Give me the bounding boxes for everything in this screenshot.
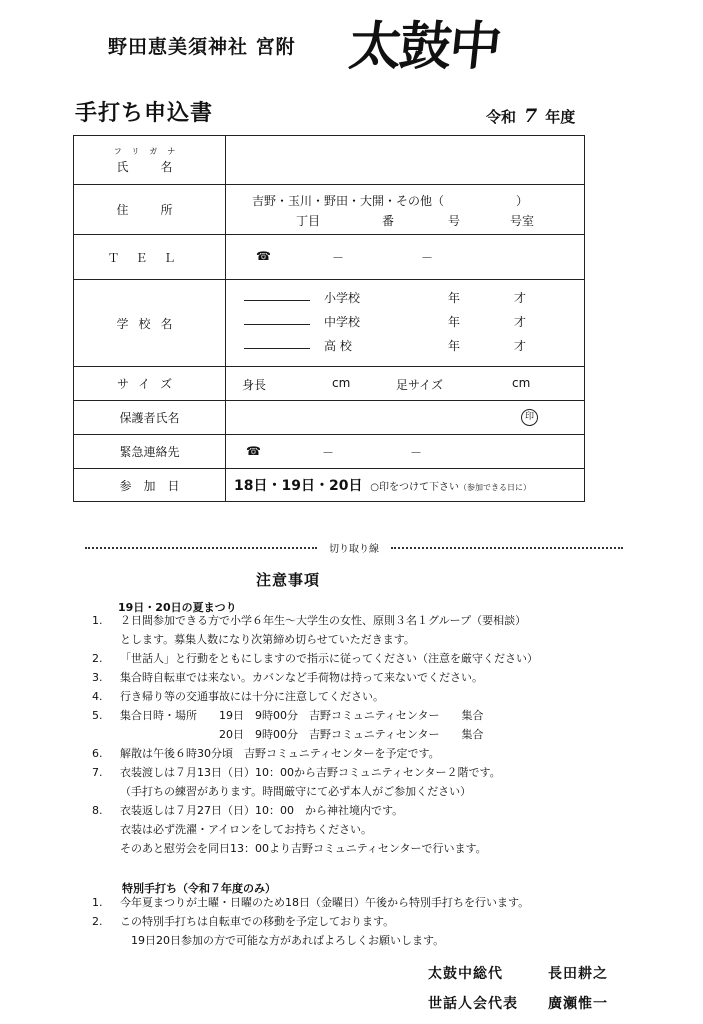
signature-role: 太鼓中総代: [428, 966, 503, 982]
tel-label-cell: [74, 235, 226, 280]
note-item: [92, 744, 538, 763]
name-label-cell: [74, 136, 226, 185]
era-number: 7: [524, 105, 538, 127]
note-text: 解散は午後６時30分頃 吉野コミュニティセンターを予定です。: [120, 747, 440, 760]
note-item: [92, 820, 538, 839]
participation-label-cell: [74, 469, 226, 502]
note-text: 今年夏まつりが土曜・日曜のため18日（金曜日）午後から特別手打ちを行います。: [120, 896, 530, 909]
size-row: [74, 367, 585, 401]
address-units: [226, 212, 584, 228]
note-item: [92, 687, 538, 706]
brand-logo-text: 太鼓中: [346, 16, 503, 77]
note-number: 2.: [92, 915, 103, 928]
note-text: 19日20日参加の方で可能な方があればよろしくお願いします。: [120, 934, 445, 947]
note-item: [92, 839, 538, 858]
note-text: 行き帰り等の交通事故には十分に注意してください。: [120, 690, 384, 703]
note-item: [92, 725, 538, 744]
school-type: 小学校: [324, 291, 361, 305]
guardian-field[interactable]: [226, 401, 585, 435]
note-text: とします。募集人数になり次第締め切らせていただきます。: [120, 633, 415, 646]
signature-role: 世話人会代表: [428, 996, 518, 1012]
note-item: [92, 912, 529, 931]
note-text: ２日間参加できる方で小学６年生～大学生の女性、原則３名１グループ（要相談）: [120, 614, 527, 627]
note-text: （手打ちの練習があります。時間厳守にて必ず本人がご参加ください）: [120, 785, 472, 798]
unit-chome: 丁目: [296, 213, 321, 228]
note-number: 3.: [92, 671, 103, 684]
tel-row: [74, 235, 585, 280]
tel-field[interactable]: [226, 235, 585, 280]
height-unit: cm: [332, 375, 351, 390]
participation-field[interactable]: [226, 469, 585, 502]
participation-row: [74, 469, 585, 502]
note-item: [92, 668, 538, 687]
note-text: 20日 9時00分 吉野コミュニティセンター 集合: [120, 728, 484, 741]
size-label-cell: [74, 367, 226, 401]
school-grade: 年: [448, 291, 461, 305]
note-text: 衣装返しは７月27日（日）10：00 から神社境内です。: [120, 804, 404, 817]
tel-dash-1: －: [332, 251, 345, 265]
note-number: 5.: [92, 709, 103, 722]
address-row: [74, 185, 585, 235]
emergency-dash-2: －: [410, 445, 423, 460]
note-number: 4.: [92, 690, 103, 703]
note-number: 6.: [92, 747, 103, 760]
participation-note-small: （参加できる日に）: [459, 483, 532, 492]
emergency-field[interactable]: [226, 435, 585, 469]
section1-title: 19日・20日の夏まつり: [118, 601, 237, 614]
note-text: 衣装渡しは７月13日（日）10：00から吉野コミュニティセンター２階です。: [120, 766, 501, 779]
note-text: 「世話人」と行動をともにしますので指示に従ってください（注意を厳守ください）: [120, 652, 538, 665]
address-label: 住 所: [116, 203, 183, 217]
phone-icon: ☎: [256, 249, 271, 263]
school-grade: 年: [448, 315, 461, 329]
application-form: [73, 135, 585, 502]
form-title: 手打ち申込書: [75, 101, 214, 126]
size-field[interactable]: [226, 367, 585, 401]
tel-label: ＴＥＬ: [107, 250, 192, 265]
school-type: 高 校: [324, 339, 352, 353]
emergency-label: 緊急連絡先: [119, 445, 180, 459]
note-text: 衣装は必ず洗濯・アイロンをしてお持ちください。: [120, 823, 373, 836]
size-label: サイズ: [116, 377, 183, 391]
tel-dash-2: －: [421, 251, 434, 265]
signature-name: 長田耕之: [548, 966, 608, 982]
school-label-cell: [74, 280, 226, 367]
emergency-row: [74, 435, 585, 469]
note-text: 集合日時・場所 19日 9時00分 吉野コミュニティセンター 集合: [120, 709, 484, 722]
school-blank[interactable]: [244, 324, 310, 325]
note-item: [92, 649, 538, 668]
note-text: 集合時自転車では来ない。カバンなど手荷物は持って来ないでください。: [120, 671, 483, 684]
address-label-cell: [74, 185, 226, 235]
era-year: [486, 105, 575, 127]
name-row: [74, 136, 585, 185]
height-label: 身長: [242, 377, 267, 392]
school-label: 学校名: [116, 316, 183, 331]
phone-icon: ☎: [246, 443, 261, 458]
note-number: 2.: [92, 652, 103, 665]
note-text: そのあと慰労会を同日13：00より吉野コミュニティセンターで行います。: [120, 842, 487, 855]
signature-name: 廣瀬惟一: [548, 996, 608, 1012]
unit-ban: 番: [382, 213, 395, 228]
seal-mark: 印: [521, 409, 538, 426]
note-text: この特別手打ちは自転車での移動を予定しております。: [120, 915, 395, 928]
unit-go: 号: [448, 213, 461, 228]
notes-list-2: [92, 893, 529, 950]
school-field[interactable]: [226, 280, 585, 367]
shrine-name: 野田恵美須神社 宮附: [108, 36, 296, 58]
school-row: [74, 280, 585, 367]
emergency-dash-1: －: [322, 445, 335, 460]
era-prefix: 令和: [486, 108, 517, 126]
note-item: [92, 611, 538, 630]
guardian-label-cell: [74, 401, 226, 435]
note-number: 8.: [92, 804, 103, 817]
dotted-line-left: [85, 547, 317, 549]
era-suffix: 年度: [545, 108, 576, 126]
section2-title: 特別手打ち（令和７年度のみ）: [122, 882, 276, 895]
note-number: 1.: [92, 614, 103, 627]
note-item: [92, 801, 538, 820]
cut-line: [58, 540, 650, 555]
address-options: 吉野・玉川・野田・大開・その他（ ）: [252, 193, 529, 208]
school-age: 才: [514, 339, 527, 353]
school-line: [226, 287, 584, 311]
guardian-row: [74, 401, 585, 435]
guardian-label: 保護者氏名: [119, 411, 180, 425]
emergency-label-cell: [74, 435, 226, 469]
cut-line-label: 切り取り線: [329, 544, 379, 555]
participation-note: ○印をつけて下さい: [370, 482, 460, 493]
note-item: [92, 630, 538, 649]
note-item: [92, 706, 538, 725]
foot-unit: cm: [512, 375, 531, 390]
school-age: 才: [514, 315, 527, 329]
note-number: 1.: [92, 896, 103, 909]
notes-title: 注意事項: [256, 571, 321, 589]
name-label: 氏 名: [116, 159, 183, 174]
note-item: [92, 763, 538, 782]
school-line: [226, 311, 584, 335]
note-item: [92, 931, 529, 950]
note-item: [92, 893, 529, 912]
unit-goshitsu: 号室: [510, 213, 535, 228]
school-line: [226, 335, 584, 359]
school-grade: 年: [448, 339, 461, 353]
note-number: 7.: [92, 766, 103, 779]
school-type: 中学校: [324, 315, 361, 329]
name-field[interactable]: [226, 136, 585, 185]
furigana-label: フリガナ: [113, 146, 186, 156]
dotted-line-right: [391, 547, 623, 549]
foot-size-label: 足サイズ: [396, 377, 444, 392]
address-field[interactable]: [226, 185, 585, 235]
note-item: [92, 782, 538, 801]
notes-list-1: [92, 611, 538, 858]
school-age: 才: [514, 291, 527, 305]
school-blank[interactable]: [244, 348, 310, 349]
school-blank[interactable]: [244, 300, 310, 301]
participation-label: 参 加 日: [119, 478, 180, 493]
participation-days[interactable]: 18日・19日・20日: [234, 478, 363, 494]
